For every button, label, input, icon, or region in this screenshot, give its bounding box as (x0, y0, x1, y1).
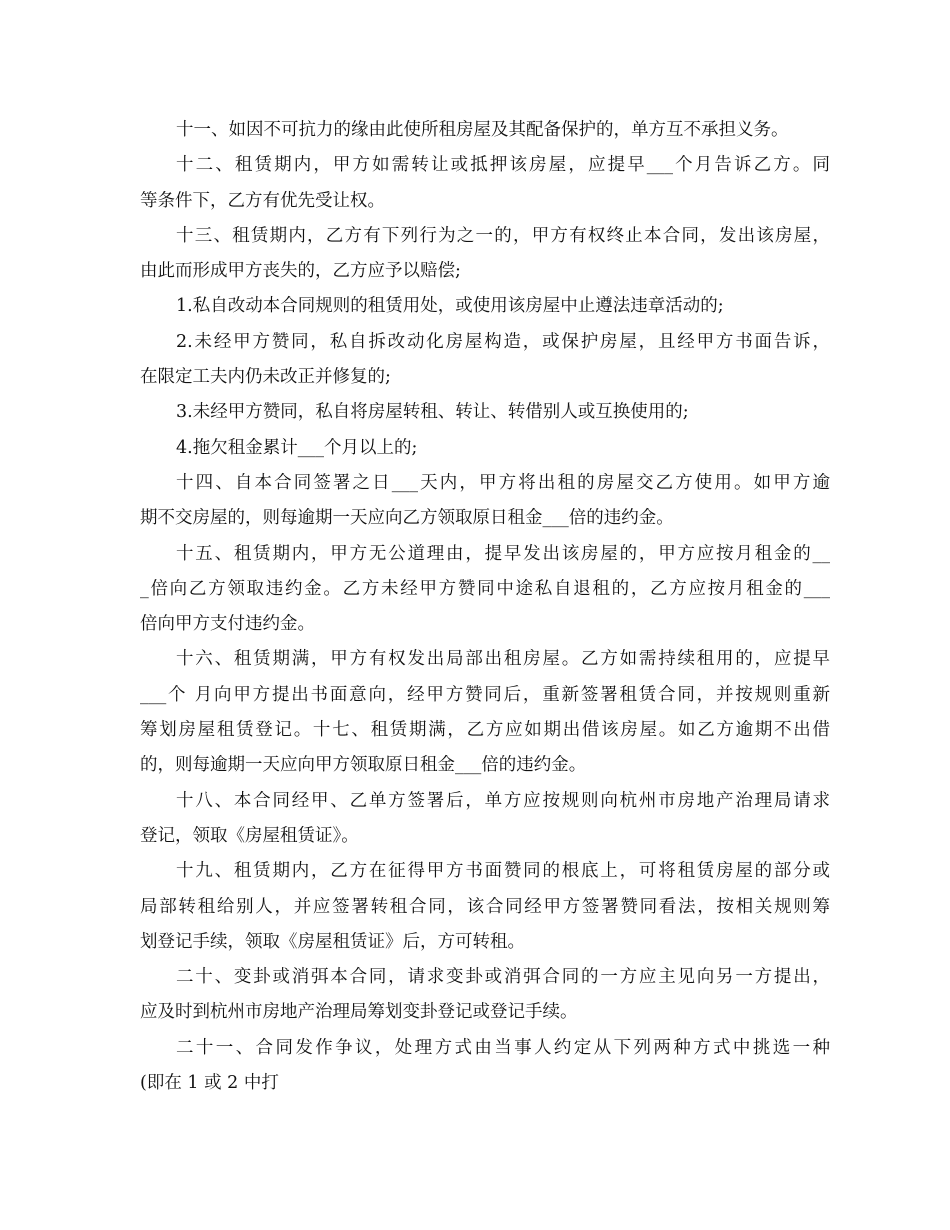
paragraph-line: 3.未经甲方赞同，私自将房屋转租、转让、转借别人或互换使用的; (176, 402, 689, 423)
paragraph-line: 在限定工夫内仍未改正并修复的; (140, 367, 391, 388)
paragraph-line: _倍向乙方领取违约金。乙方未经甲方赞同中途私自退租的，乙方应按月租金的___ (140, 578, 830, 599)
paragraph-line: 的，则每逾期一天应向甲方领取原日租金___倍的违约金。 (140, 755, 587, 776)
paragraph-line: 二十一、合同发作争议，处理方式由当事人约定从下列两种方式中挑选一种 (176, 1037, 830, 1058)
paragraph-line: 二十、变卦或消弭本合同，请求变卦或消弭合同的一方应主见向另一方提出， (176, 967, 830, 988)
paragraph-line: 期不交房屋的，则每逾期一天应向乙方领取原日租金___倍的违约金。 (140, 508, 674, 529)
paragraph-line: 筹划房屋租赁登记。十七、租赁期满，乙方应如期出借该房屋。如乙方逾期不出借 (140, 720, 830, 741)
paragraph-line: 由此而形成甲方丧失的，乙方应予以赔偿; (140, 261, 461, 282)
paragraph-line: 等条件下，乙方有优先受让权。 (140, 190, 385, 211)
paragraph-line: 十九、租赁期内，乙方在征得甲方书面赞同的根底上，可将租赁房屋的部分或 (176, 861, 830, 882)
paragraph-line: 1.私自改动本合同规则的租赁用处，或使用该房屋中止遵法违章活动的; (176, 296, 724, 317)
paragraph-line: 2.未经甲方赞同，私自拆改动化房屋构造，或保护房屋，且经甲方书面告诉， (176, 331, 830, 352)
paragraph-line: 十四、自本合同签署之日___天内，甲方将出租的房屋交乙方使用。如甲方逾 (176, 472, 830, 493)
paragraph-line: 局部转租给别人，并应签署转租合同，该合同经甲方签署赞同看法，按相关规则筹 (140, 896, 830, 917)
paragraph-line: 划登记手续，领取《房屋租赁证》后，方可转租。 (140, 931, 525, 952)
paragraph-line: 4.拖欠租金累计___个月以上的; (176, 437, 418, 458)
paragraph-line: ___个 月向甲方提出书面意向，经甲方赞同后，重新签署租赁合同，并按规则重新 (140, 684, 830, 705)
paragraph-line: 应及时到杭州市房地产治理局筹划变卦登记或登记手续。 (140, 1002, 578, 1023)
document-body (140, 113, 830, 1101)
paragraph-line: 登记，领取《房屋租赁证》。 (140, 825, 359, 846)
paragraph-line: 十一、如因不可抗力的缘由此使所租房屋及其配备保护的，单方互不承担义务。 (176, 120, 789, 140)
paragraph-line: 十三、租赁期内，乙方有下列行为之一的，甲方有权终止本合同，发出该房屋， (176, 225, 830, 246)
paragraph-line: 十六、租赁期满，甲方有权发出局部出租房屋。乙方如需持续租用的，应提早 (176, 649, 830, 670)
paragraph-line: 十二、租赁期内，甲方如需转让或抵押该房屋，应提早___个月告诉乙方。同 (176, 155, 830, 176)
paragraph-line: 十八、本合同经甲、乙单方签署后，单方应按规则向杭州市房地产治理局请求 (176, 790, 830, 811)
paragraph-line: 十五、租赁期内，甲方无公道理由，提早发出该房屋的，甲方应按月租金的__ (176, 543, 830, 564)
paragraph-line: (即在 1 或 2 中打 (140, 1073, 279, 1094)
paragraph-line: 倍向甲方支付违约金。 (140, 614, 315, 635)
